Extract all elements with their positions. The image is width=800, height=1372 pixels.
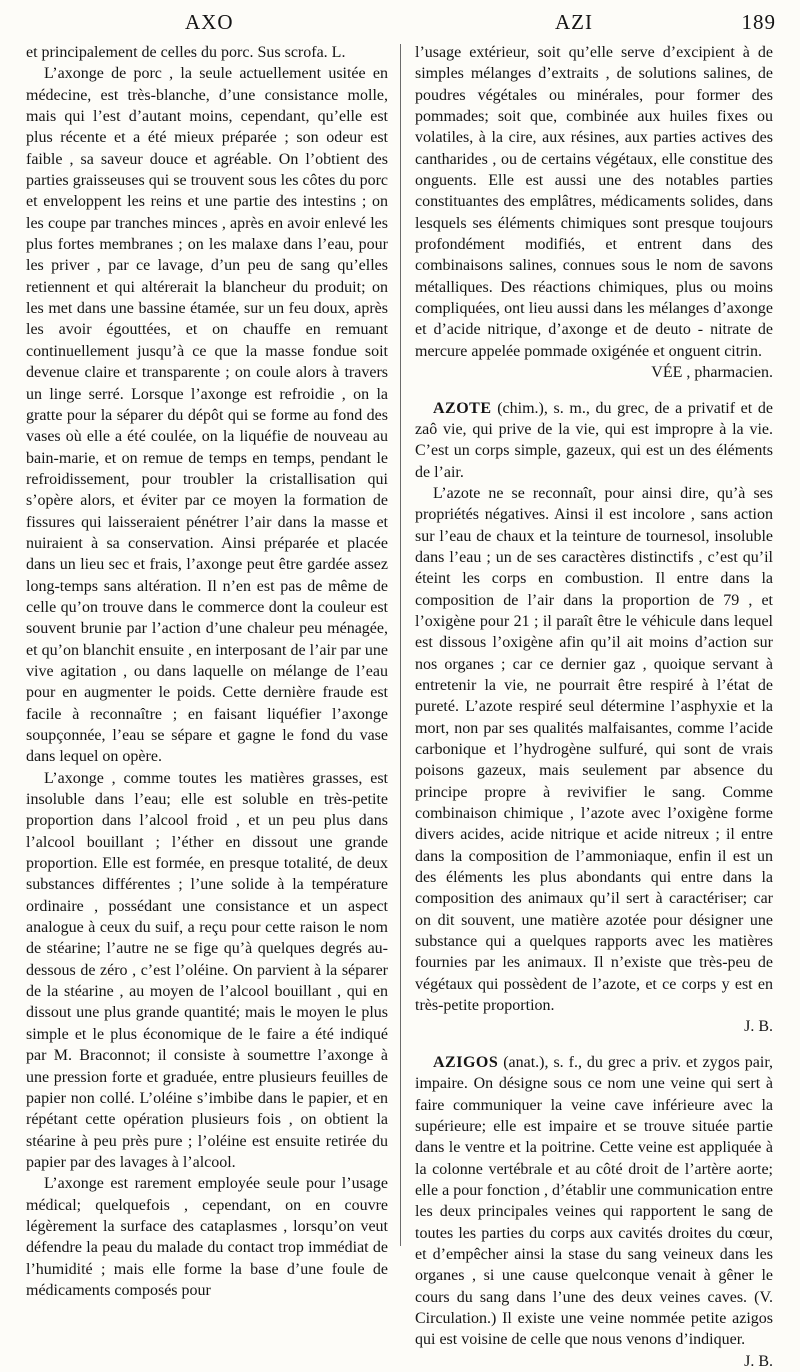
right-column	[415, 42, 774, 1370]
azigos-definition: (anat.), s. f., du grec a priv. et zygos pair, impaire. On désigne sous ce nom une veine qui sert à faire communiquer la veine cave inférieure avec la supérieure; elle est impaire et se trouve située partie dans le ventre et la poitrine. Cette veine est appliquée à la colonne vertébrale et au côté droit de l’artère aorte; elle a pour fonction , d’établir une communication entre les deux principales veines qui rapportent le sang de toutes les parties du corps aux cavités droites du cœur, et d’empêcher ainsi la stase du sang veineux dans les organes , si une cause quelconque venait à gêner le cours du sang dans l’une des deux veines caves. (V. Circulation.) Il existe une veine nommée petite azigos qui est voisine de celle que nous venons d’indiquer.	[415, 1053, 774, 1349]
author-signature: J. B.	[744, 1352, 773, 1370]
azote-entry-intro	[415, 398, 773, 483]
axonge-paragraph-properties: L’axonge , comme toutes les matières grasses, est insoluble dans l’eau; elle est soluble en très-petite proportion dans l’alcool froid , et un peu plus dans l’alcool bouillant ; l’éther en dissout une grande proportion. Elle est formée, en presque totalité, de deux substances différentes ; l’une solide à la température ordinaire , possédant une consistance et un aspect analogue à ceux du suif, a reçu pour cette raison le nom de stéarine; l’autre ne se fige qu’à quelques degrés au-dessous de zéro , c’est l’oléine. On parvient à la séparer de la stéarine , au moyen de l’alcool bouillant , qui en dissout une plus grande quantité; mais le moyen le plus simple et le plus économique de le faire a été indiqué par M. Braconnot; il consiste à soumettre l’axonge à une pression forte et graduée, entre plusieurs feuilles de papier non collé. L’oléine s’imbibe dans le papier, et en répétant cette opération plusieurs fois , on obtient la stéarine à peu près pure ; l’oléine est ensuite retirée du papier par des lavages à l’alcool.	[26, 769, 388, 1171]
author-signature: VÉE , pharmacien.	[651, 364, 773, 382]
axonge-usage-continuation: l’usage extérieur, soit qu’elle serve d’excipient à de simples mélanges d’extraits , de solutions salines, de poudres végétales ou minérales, pour former des pommades; soit que, combinée aux huiles fixes ou volatiles, à la cire, aux résines, aux parties actives des cantharides , ou de certains végétaux, elle constitue des onguents. Elle est aussi une des notables parties constituantes des emplâtres, médicaments solides, dans lesquels ses éléments chimiques sont presque toujours profondément modifiés, et entrent dans des combinaisons salines, connues sous le nom de savons métalliques. Des réactions chimiques, plus ou moins compliquées, ont lieu aussi dans les mélanges d’axonge et d’acide nitrique, d’axonge et de deuto - nitrate de mercure appelée pommade oxigénée et onguent citrin.	[415, 44, 773, 360]
column-divider	[400, 44, 401, 1246]
header-right-guide-word: AZI	[555, 10, 593, 34]
axonge-continuation: et principalement de celles du porc. Sus scrofa. L.	[26, 44, 346, 61]
header-left-guide-word: AXO	[185, 10, 234, 34]
entry-headword-azote: AZOTE	[433, 399, 492, 417]
left-column	[26, 42, 388, 1299]
entry-headword-azigos: AZIGOS	[433, 1053, 499, 1071]
azote-paragraph-properties: L’azote ne se reconnaît, pour ainsi dire, qu’à ses propriétés négatives. Ainsi il est incolore , sans action sur l’eau de chaux et la teinture de tournesol, insoluble dans l’eau ; un de ses caractères distinctifs , c’est qu’il éteint les corps en combustion. Il entre dans la composition de l’air dans la proportion de 79 , et l’oxigène pour 21 ; il paraît être le véhicule dans lequel est dissous l’oxigène afin qu’il ait moins d’action sur nos organes ; car ce dernier gaz , quoique servant à entretenir la vie, ne pourrait être respiré à l’état de pureté. L’azote respiré seul détermine l’asphyxie et la mort, non par ses qualités malfaisantes, comme l’acide carbonique et l’hydrogène sulfuré, qui sont de vrais poisons gazeux, mais seulement par absence du principe propre à revivifier le sang. Comme combinaison chimique , l’azote avec l’oxigène forme divers acides, acide nitrique et acide nitreux ; il entre dans la composition de l’ammoniaque, enfin il est un des éléments les plus abondants qui entre dans la composition des animaux qu’il sert à caractériser; car on dit souvent, une matière azotée pour désigner une substance qui a quelques rapports avec les matières fournies par les animaux. Il n’existe que très-peu de végétaux qui possèdent de l’azote, et ce corps y est en très-petite proportion.	[415, 484, 773, 1015]
axonge-paragraph-usage: L’axonge est rarement employée seule pour l’usage médical; quelquefois , cependant, on en couvre légèrement la surface des cataplasmes , lorsqu’on veut défendre la peau du malade du contact trop immédiat de l’humidité ; mais elle forme la base d’une foule de médicaments composés pour	[26, 1175, 388, 1299]
azigos-entry	[415, 1052, 773, 1351]
page-number: 189	[741, 10, 776, 34]
running-header	[0, 4, 800, 40]
entry-spacer	[415, 384, 773, 398]
axonge-paragraph-preparation: L’axonge de porc , la seule actuellement usitée en médecine, est très-blanche, d’une consistance molle, mais qui l’est d’autant moins, cependant, qu’elle est plus récente et a été mieux préparée ; son odeur est faible , sa saveur douce et agréable. On l’obtient des parties graisseuses qui se trouvent sous les côtes du porc et enveloppent les reins et une partie des intestins ; on les coupe par tranches minces , après en avoir enlevé les plus fortes membranes ; on les malaxe dans l’eau, pour les priver , par ce lavage, d’un peu de sang qu’elles retiennent et qui altérerait la blancheur du produit; on les met dans une bassine étamée, sur un feu doux, après les avoir égouttées, et on chauffe en remuant continuellement jusqu’à ce que la masse fondue soit devenue claire et transparente ; on coule alors à travers un linge serré. Lorsque l’axonge est refroidie , on la gratte pour la séparer du dépôt qui se forme au fond des vases où elle a été coulée, on la liquéfie de nouveau au bain-marie, et on remue de temps en temps, pendant le refroidissement, pour troubler la cristallisation qui s’opère alors, et éviter par ce moyen la formation de fissures qui laisseraient pénétrer l’air dans la masse et nuiraient à sa conservation. Ainsi préparée et placée dans un lieu sec et frais, l’axonge peut être gardée assez long-temps sans altération. Il n’en est pas de même de celle qu’on trouve dans le commerce dont la couleur est souvent brunie par l’action d’une chaleur peu ménagée, et qu’on blanchit ensuite , en interposant de l’air par une vive agitation , ou dans laquelle on mélange de l’eau pour en augmenter le poids. Cette dernière fraude est facile à reconnaître ; en faisant liquéfier l’axonge soupçonnée, l’eau se sépare et gagne le fond du vase dans lequel on opère.	[26, 65, 388, 766]
azote-definition: (chim.), s. m., du grec, de a privatif et de zaô vie, qui prive de la vie, qui est impropre à la vie. C’est un corps simple, gazeux, qui est un des éléments de l’air.	[415, 399, 774, 481]
author-signature: J. B.	[744, 1018, 773, 1036]
entry-spacer	[415, 1038, 773, 1052]
